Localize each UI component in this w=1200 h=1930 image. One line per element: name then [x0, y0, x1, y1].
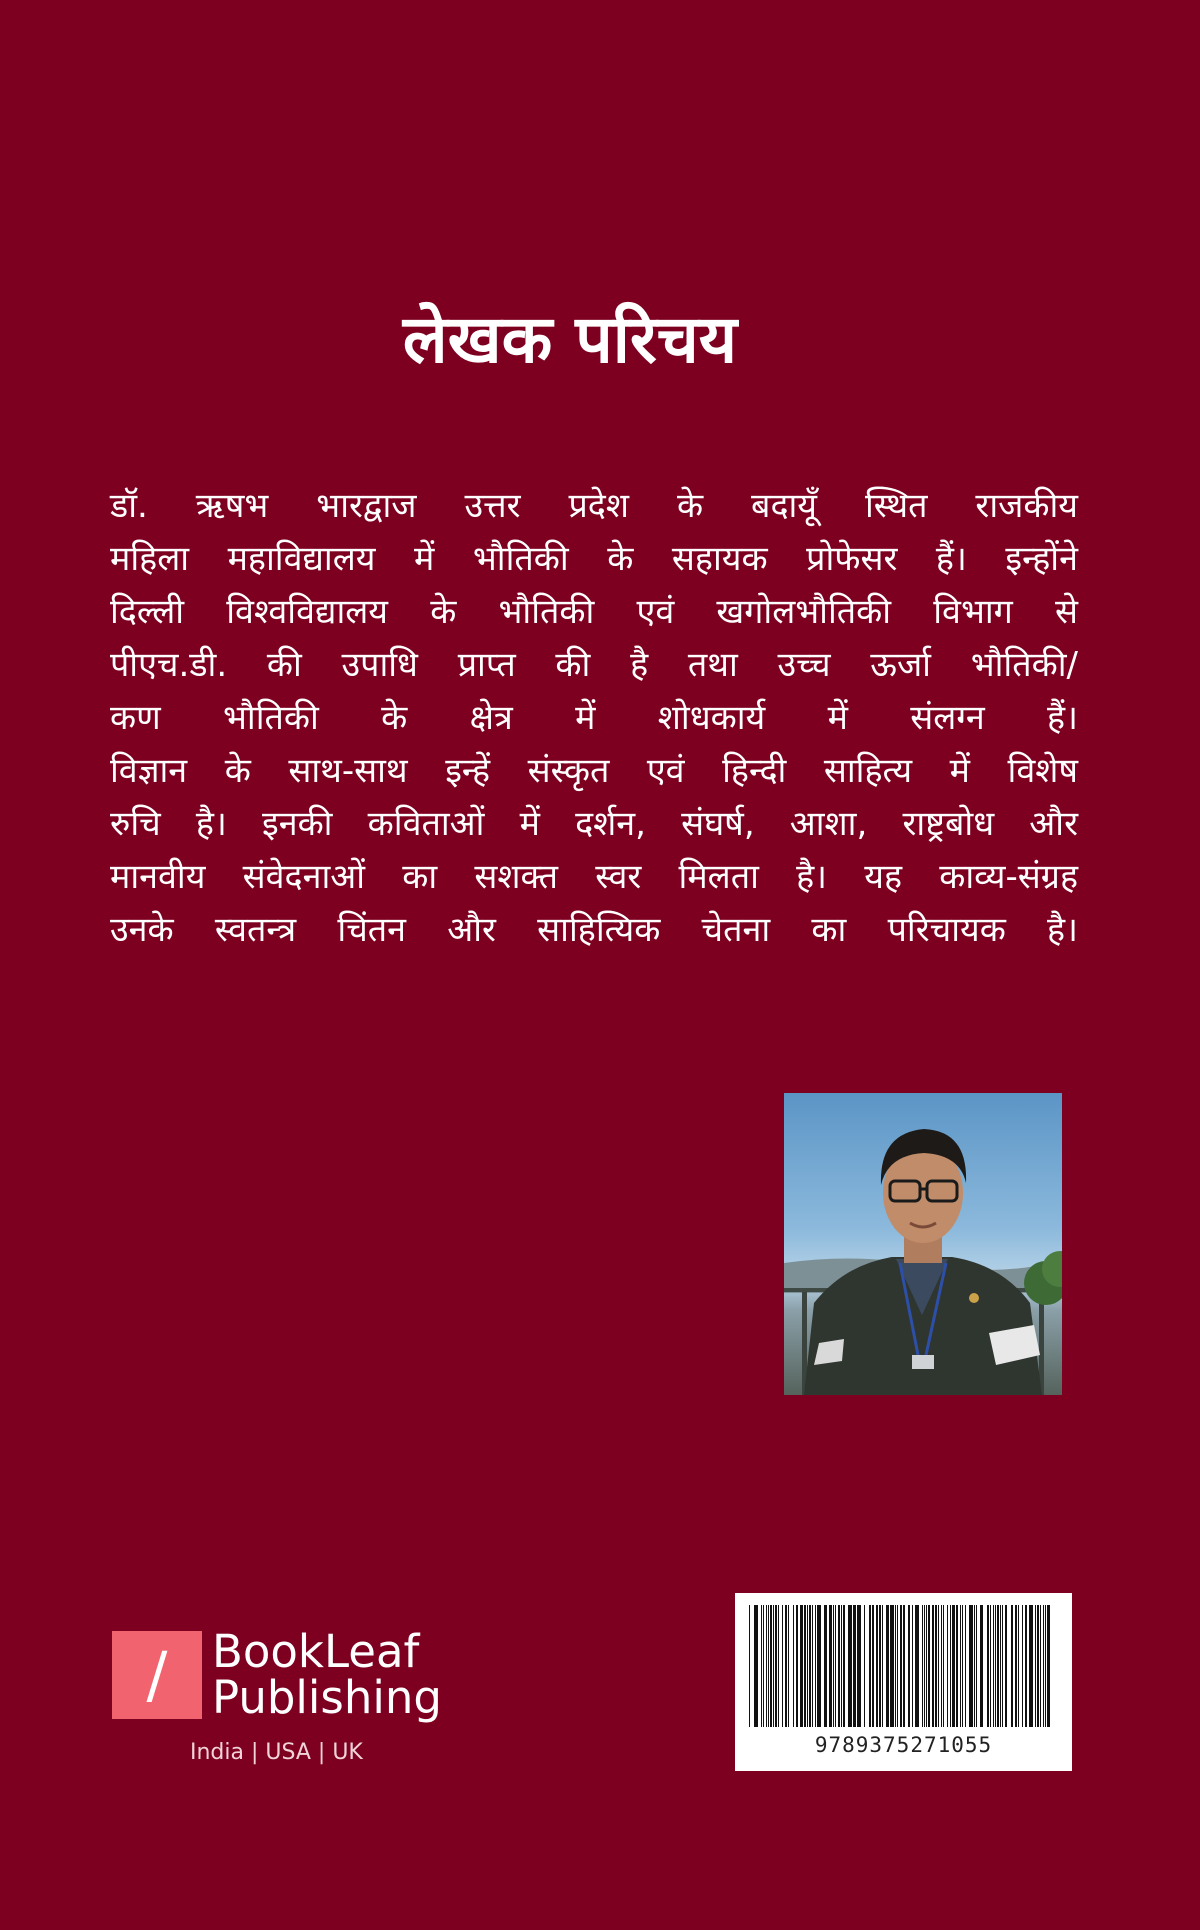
isbn-number: 9789375271055	[814, 1733, 993, 1757]
bio-line: कण भौतिकी के क्षेत्र में शोधकार्य में संलग्न हैं।	[110, 698, 1078, 738]
bio-line: पीएच.डी. की उपाधि प्राप्त की है तथा उच्च ऊर्जा भौतिकी/	[110, 645, 1078, 685]
author-bio	[110, 480, 1078, 957]
section-title: लेखक परिचय	[402, 301, 738, 378]
bio-line: डॉ. ऋषभ भारद्वाज उत्तर प्रदेश के बदायूँ स्थित राजकीय	[110, 486, 1078, 526]
isbn-barcode	[735, 1593, 1072, 1771]
bio-line: उनके स्वतन्त्र चिंतन और साहित्यिक चेतना का परिचायक है।	[110, 910, 1078, 950]
author-photo	[784, 1093, 1062, 1395]
bio-line: महिला महाविद्यालय में भौतिकी के सहायक प्रोफेसर हैं। इन्होंने	[110, 539, 1078, 579]
bio-line: मानवीय संवेदनाओं का सशक्त स्वर मिलता है। यह काव्य-संग्रह	[110, 857, 1078, 897]
bio-line: विज्ञान के साथ-साथ इन्हें संस्कृत एवं हिन्दी साहित्य में विशेष	[110, 751, 1078, 791]
bio-line: दिल्ली विश्वविद्यालय के भौतिकी एवं खगोलभौतिकी विभाग से	[110, 592, 1078, 632]
publisher-logo-mark: /	[112, 1631, 202, 1719]
publisher-name-line1: BookLeaf	[212, 1625, 420, 1678]
bio-line: रुचि है। इनकी कविताओं में दर्शन, संघर्ष, आशा, राष्ट्रबोध और	[110, 804, 1078, 844]
publisher-name-line2: Publishing	[212, 1671, 442, 1724]
publisher-regions: India | USA | UK	[190, 1740, 363, 1765]
barcode-bars	[749, 1605, 1058, 1730]
